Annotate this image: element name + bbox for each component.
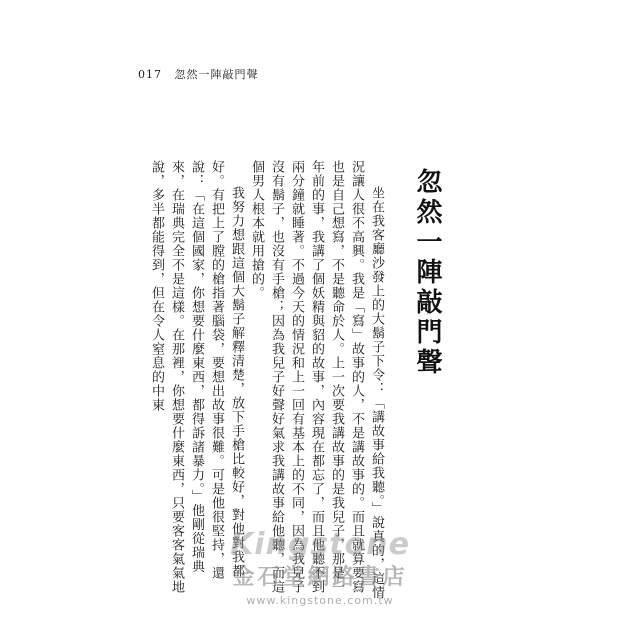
watermark-url: www.kingstone.com.tw	[246, 594, 394, 607]
paragraph: 我努力想跟這個大鬍子解釋清楚，放下手槍比較好，對他對我都好。有把上了膛的槍指著腦袋，要想出故事很難。可是他很堅持，還說：「在這個國家，你想要什麼東西，都得訴諸暴力。」他剛從瑞典來，在瑞典完全不是這樣。在那裡，你想要什麼東西，只要客客氣氣地說，多半都能得到，但在令人窒息的中東	[149, 160, 244, 594]
running-title: 忽然一陣敲門聲	[174, 68, 259, 81]
chapter-title: 忽然一陣敲門聲	[412, 168, 442, 378]
running-header	[138, 66, 259, 82]
body-text	[149, 160, 386, 600]
page-number: 017	[138, 68, 162, 81]
paragraph: 坐在我客廳沙發上的大鬍子下令：「講故事給我聽。」說真的，這情況讓人很不高興。我是「寫」故事的人，不是講故事的。而且就算要寫也是自己想寫，不是聽命於人。上一次要我講故事的是我兒子，那是一年前的事，我講了個妖精與貂的故事，內容現在都忘了，而且他聽不到兩分鐘就睡著。不過今天的情況和上一回有基本上的不同，因為我兒子沒有鬍子，也沒有手槍；因為我兒子好聲好氣求我講故事給他聽，而這個男人根本就用搶的。	[249, 160, 384, 600]
watermark-logo-text: Kingstone	[230, 527, 410, 562]
watermark-store-name: 金石堂網路書店	[232, 564, 408, 590]
